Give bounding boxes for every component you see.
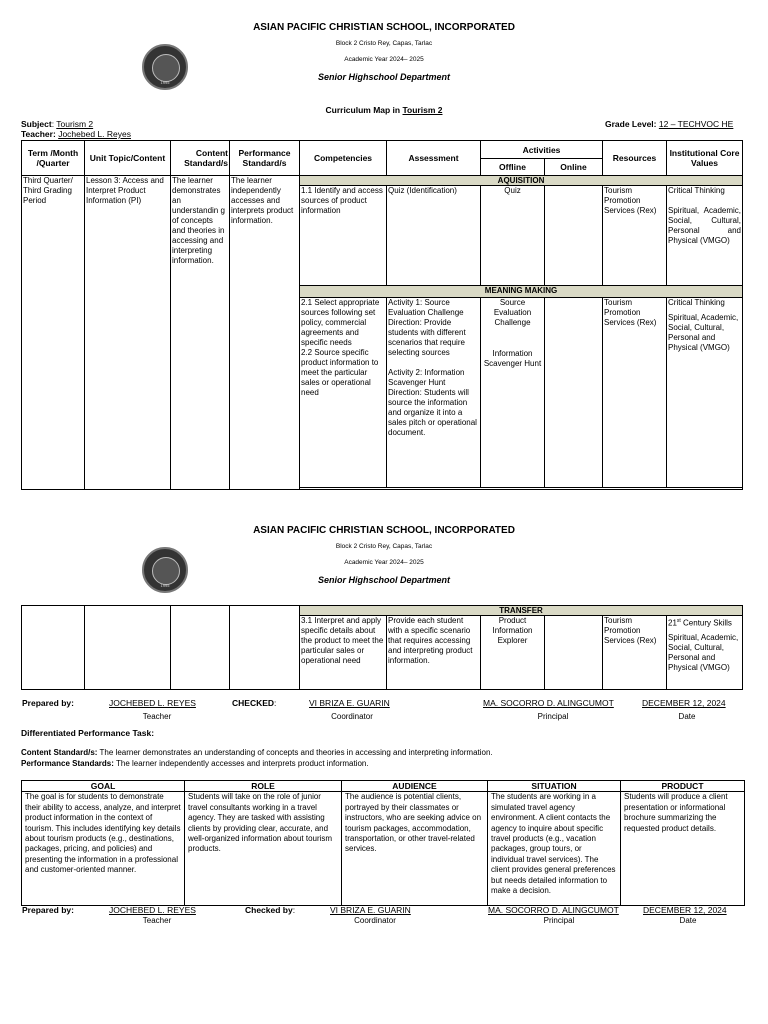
header-unit: Unit Topic/Content (85, 141, 171, 176)
tr-offline: Product Information Explorer (481, 616, 545, 690)
academic-year-2: Academic Year 2024– 2025 (344, 559, 424, 566)
curriculum-map-table (21, 140, 743, 490)
grasps-table (21, 780, 745, 906)
checked-role: Coordinator (331, 712, 373, 721)
mm-assessment-1: Activity 1: Source Evaluation Challenge Direction: Provide students with different scenarios that require selecting sources (388, 298, 466, 357)
prepared-label-2: Prepared by: (22, 905, 74, 915)
mm-core-values (667, 298, 743, 488)
mm-core-2: Spiritual, Academic, Social, Cultural, Personal and Physical (VMGO) (668, 313, 739, 352)
tr-core-values (667, 616, 743, 690)
principal-name: MA. SOCORRO D. ALINGCUMOT (483, 698, 614, 708)
prepared-role: Teacher (142, 712, 172, 721)
grasps-header-audience: AUDIENCE (342, 781, 488, 792)
performance-standard-cell: The learner independently accesses and interprets product information. (230, 176, 300, 490)
page-title: Curriculum Map in Tourism 2 (325, 105, 443, 115)
acquisition-band: AQUISITION (300, 176, 743, 186)
tr-assessment: Provide each student with a specific scenario that requires accessing and interpreting product information. (387, 616, 481, 690)
tr-core-1: 21st Century Skills (668, 618, 732, 628)
mm-resources: Tourism Promotion Services (Rex) (603, 298, 667, 488)
acq-competency: 1.1 Identify and access sources of product information (300, 186, 387, 286)
transfer-band: TRANSFER (300, 606, 743, 616)
acq-offline: Quiz (481, 186, 545, 286)
mm-competency-1: 2.1 Select appropriate sources following set policy, commercial agreements and specific needs (301, 298, 380, 347)
grasps-situation: The students are working in a simulated travel agency environment. A client contacts the agency to inquire about specific travel products (e.g., vacation packages, group tours, or individual travel services). The client provides general preferences but needs detailed information to make a decision. (488, 792, 621, 906)
header-activities: Activities (481, 141, 603, 159)
mm-assessment (387, 298, 481, 488)
school-seal-icon: 1995 (142, 44, 188, 90)
dpt-title: Differentiated Performance Task: (21, 728, 155, 738)
header-core-values: Institutional Core Values (667, 141, 743, 176)
checked-label: CHECKED: (232, 698, 277, 708)
term-cell: Third Quarter/ Third Grading Period (22, 176, 85, 490)
date-label-2: Date (679, 916, 697, 925)
school-name-2: ASIAN PACIFIC CHRISTIAN SCHOOL, INCORPORATED (253, 525, 515, 536)
mm-competency-2: 2.2 Source specific product information to meet the particular sales or operational need (301, 348, 379, 397)
grasps-header-situation: SITUATION (488, 781, 621, 792)
prepared-label: Prepared by: (22, 698, 74, 708)
mm-competencies (300, 298, 387, 488)
content-standard-cell: The learner demonstrates an understandin g of concepts and theories in accessing and interpreting information. (171, 176, 230, 490)
header-assessment: Assessment (387, 141, 481, 176)
school-address: Block 2 Cristo Rey, Capas, Tarlac (335, 40, 433, 47)
transfer-table (21, 605, 743, 690)
acq-core-values (667, 186, 743, 286)
acq-core-1: Critical Thinking (668, 186, 725, 195)
checked-name-2: VI BRIZA E. GUARIN (330, 905, 411, 915)
header-content-standard: Content Standard/s (171, 141, 230, 176)
grasps-goal: The goal is for students to demonstrate their ability to access, analyze, and interpret product information in the context of tourism. This includes identifying key details about tourism products (e.g., destinations, packages, pricing, and policies) and presenting the information in a professional and customer-oriented manner. (22, 792, 185, 906)
tr-online (545, 616, 603, 690)
school-address-2: Block 2 Cristo Rey, Capas, Tarlac (335, 543, 433, 550)
subject-line: Subject: Tourism 2 (21, 119, 94, 129)
teacher-line: Teacher: Jochebed L. Reyes (21, 129, 131, 139)
header-term: Term /Month /Quarter (22, 141, 85, 176)
mm-offline (481, 298, 545, 488)
academic-year: Academic Year 2024– 2025 (344, 56, 424, 63)
department-2: Senior Highschool Department (317, 575, 451, 585)
grade-level-line: Grade Level: 12 – TECHVOC HE (605, 119, 734, 129)
acq-online (545, 186, 603, 286)
grasps-role: Students will take on the role of junior travel consultants working in a travel agency. They are tasked with assisting clients by providing clear, accurate, and well-organized information about tourism products. (185, 792, 342, 906)
header-online: Online (545, 159, 603, 176)
header-competencies: Competencies (300, 141, 387, 176)
acq-assessment: Quiz (Identification) (387, 186, 481, 286)
date-value: DECEMBER 12, 2024 (642, 698, 726, 708)
mm-core-1: Critical Thinking (668, 298, 725, 307)
school-seal-icon-2: 1995 (142, 547, 188, 593)
tr-core-2: Spiritual, Academic, Social, Cultural, Personal and Physical (VMGO) (668, 632, 739, 672)
dpt-content-standard: Content Standard/s: The learner demonstrates an understanding of concepts and theories in accessing and interpreting information. (21, 748, 493, 757)
grasps-header-role: ROLE (185, 781, 342, 792)
tr-resources: Tourism Promotion Services (Rex) (603, 616, 667, 690)
date-label: Date (678, 712, 696, 721)
dpt-performance-standard: Performance Standards: The learner independently accesses and interprets product information. (21, 759, 369, 768)
mm-offline-1: Source Evaluation Challenge (493, 298, 532, 327)
header-offline: Offline (481, 159, 545, 176)
prepared-role-2: Teacher (142, 916, 172, 925)
mm-offline-2: Information Scavenger Hunt (483, 349, 542, 368)
principal-name-2: MA. SOCORRO D. ALINGCUMOT (488, 905, 619, 915)
grasps-header-goal: GOAL (22, 781, 185, 792)
checked-label-2: Checked by: (245, 905, 296, 915)
unit-cell: Lesson 3: Access and Interpret Product Information (PI) (85, 176, 171, 490)
prepared-name: JOCHEBED L. REYES (109, 698, 196, 708)
principal-role: Principal (537, 712, 569, 721)
grasps-product: Students will produce a client presentation or informational brochure summarizing the requested product details. (621, 792, 745, 906)
header-performance-standard: Performance Standard/s (230, 141, 300, 176)
tr-competency: 3.1 Interpret and apply specific details about the product to meet the particular sales or operational need (300, 616, 387, 690)
checked-name: VI BRIZA E. GUARIN (309, 698, 390, 708)
mm-online (545, 298, 603, 488)
meaning-making-band: MEANING MAKING (300, 286, 743, 298)
date-value-2: DECEMBER 12, 2024 (643, 905, 727, 915)
header-resources: Resources (603, 141, 667, 176)
department: Senior Highschool Department (317, 72, 451, 82)
mm-assessment-2: Activity 2: Information Scavenger Hunt Direction: Students will source the information and organize it into a sales pitch or operational document. (388, 368, 477, 437)
acq-resources: Tourism Promotion Services (Rex) (603, 186, 667, 286)
checked-role-2: Coordinator (354, 916, 396, 925)
grasps-audience: The audience is potential clients, portrayed by their classmates or instructors, who are seeking advice on tourism packages, accommodation, transportation, or other travel-related services. (342, 792, 488, 906)
acq-core-2: Spiritual, Academic, Social, Cultural, Personal and Physical (VMGO) (668, 206, 742, 245)
grasps-header-product: PRODUCT (621, 781, 745, 792)
school-name: ASIAN PACIFIC CHRISTIAN SCHOOL, INCORPORATED (253, 22, 515, 33)
principal-role-2: Principal (543, 916, 575, 925)
prepared-name-2: JOCHEBED L. REYES (109, 905, 196, 915)
